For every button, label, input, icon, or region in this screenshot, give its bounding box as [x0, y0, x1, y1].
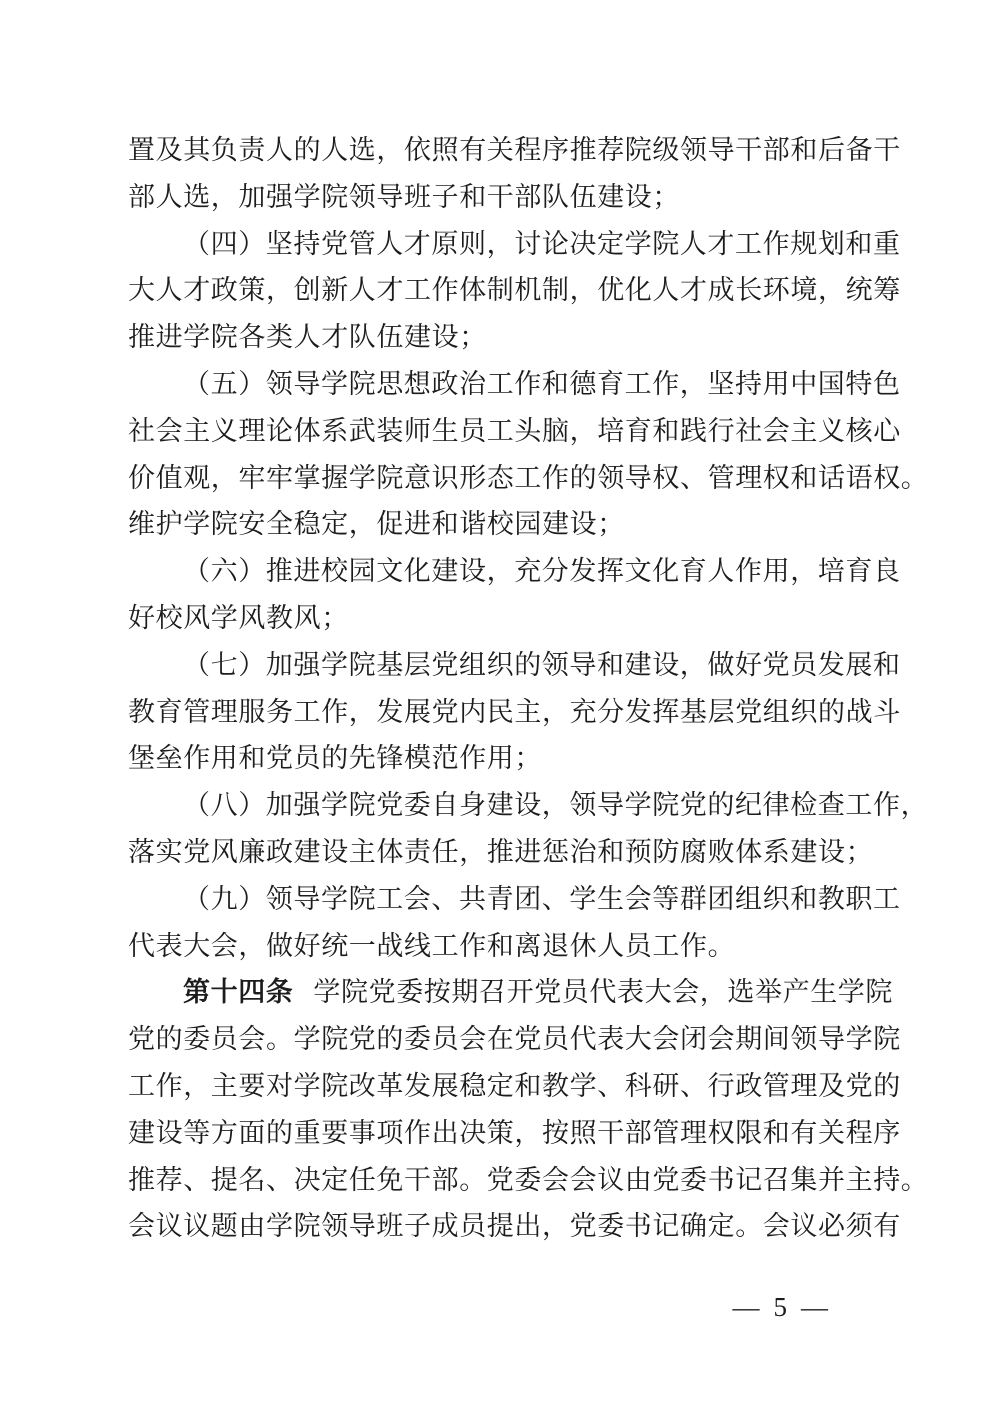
text-line: 教育管理服务工作，发展党内民主，充分发挥基层党组织的战斗 — [128, 696, 901, 727]
text-line: 堡垒作用和党员的先锋模范作用； — [128, 743, 542, 774]
page-footer — [128, 1290, 828, 1324]
text-line: （七）加强学院基层党组织的领导和建设，做好党员发展和 — [183, 649, 901, 680]
text-line: 第十四条 学院党委按期召开党员代表大会，选举产生学院 — [183, 977, 894, 1008]
text-line: 好校风学风教风； — [128, 602, 349, 633]
text-line: 会议议题由学院领导班子成员提出，党委书记确定。会议必须有 — [128, 1211, 901, 1242]
text-line: 维护学院安全稳定，促进和谐校园建设； — [128, 509, 625, 540]
clause-heading: 第十四条 — [183, 977, 294, 1008]
text-line: 建设等方面的重要事项作出决策，按照干部管理权限和有关程序 — [128, 1117, 901, 1148]
text-line: （九）领导学院工会、共青团、学生会等群团组织和教职工 — [183, 883, 901, 914]
text-line: 大人才政策，创新人才工作体制机制，优化人才成长环境，统筹 — [128, 275, 901, 306]
text-line: 社会主义理论体系武装师生员工头脑，培育和践行社会主义核心 — [128, 415, 901, 446]
text-line: 置及其负责人的人选，依照有关程序推荐院级领导干部和后备干 — [128, 135, 901, 165]
text-line: （四）坚持党管人才原则，讨论决定学院人才工作规划和重 — [183, 228, 901, 259]
text-line: 落实党风廉政建设主体责任，推进惩治和预防腐败体系建设； — [128, 836, 874, 867]
footer-dash-right: — — [801, 1292, 828, 1322]
text-line: （五）领导学院思想政治工作和德育工作，坚持用中国特色 — [183, 368, 901, 399]
text-line: 工作，主要对学院改革发展稳定和教学、科研、行政管理及党的 — [128, 1070, 901, 1101]
text-line: （六）推进校园文化建设，充分发挥文化育人作用，培育良 — [183, 556, 901, 587]
text-line: 价值观，牢牢掌握学院意识形态工作的领导权、管理权和话语权。 — [128, 462, 929, 493]
footer-dash-left: — — [732, 1292, 760, 1322]
text-line: 推荐、提名、决定任免干部。党委会会议由党委书记召集并主持。 — [128, 1164, 929, 1195]
page-number: 5 — [773, 1292, 787, 1322]
text-line: 党的委员会。学院党的委员会在党员代表大会闭会期间领导学院 — [128, 1024, 901, 1055]
document-body — [128, 127, 929, 1250]
text-line: （八）加强学院党委自身建设，领导学院党的纪律检查工作， — [183, 790, 929, 821]
text-line: 部人选，加强学院领导班子和干部队伍建设； — [128, 181, 680, 212]
text-line: 代表大会，做好统一战线工作和离退休人员工作。 — [128, 930, 736, 961]
text-line: 推进学院各类人才队伍建设； — [128, 322, 487, 353]
